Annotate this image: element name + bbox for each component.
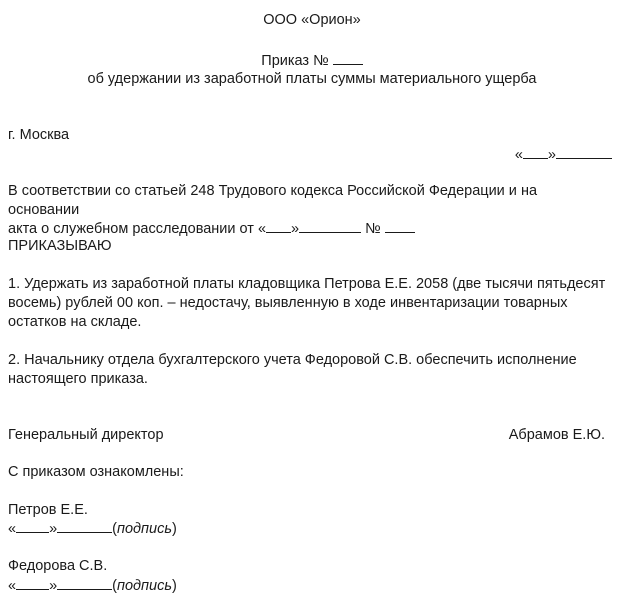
order-item-1-line: восемь) рублей 00 коп. – недостачу, выявленную в ходе инвентаризации товарных xyxy=(8,295,568,311)
organization-name: ООО «Орион» xyxy=(263,12,361,28)
ack1-sign-label: подпись xyxy=(117,521,172,537)
order-item-2-line: настоящего приказа. xyxy=(8,371,148,387)
order-item-2-line: 2. Начальнику отдела бухгалтерского учета Федоровой С.В. обеспечить исполнение xyxy=(8,352,577,368)
place: г. Москва xyxy=(8,127,70,143)
order-item-1-line: остатков на складе. xyxy=(8,314,142,330)
act-day-blank[interactable] xyxy=(266,220,291,233)
act-number-blank[interactable] xyxy=(385,220,415,233)
acknowledger-1-signature-line: « » (подпись) xyxy=(8,521,177,537)
order-subject: об удержании из заработной платы суммы материального ущерба xyxy=(87,71,537,87)
order-item-1-line: 1. Удержать из заработной платы кладовщика Петрова Е.Е. 2058 (две тысячи пятьдесят xyxy=(8,276,606,292)
act-close-quote: » xyxy=(291,221,300,237)
ack1-close-quote: » xyxy=(49,521,58,537)
order-item-1 xyxy=(8,275,608,332)
date-close-quote: » xyxy=(547,147,556,163)
ack2-sign-label: подпись xyxy=(117,578,172,594)
acknowledger-1-name: Петров Е.Е. xyxy=(8,502,88,518)
ack2-day-blank[interactable] xyxy=(16,577,49,590)
preamble-line-1: В соответствии со статьей 248 Трудового кодекса Российской Федерации и на основании xyxy=(8,183,538,218)
signature-name: Абрамов Е.Ю. xyxy=(508,427,605,443)
order-number-blank[interactable] xyxy=(333,52,363,65)
act-month-year-blank[interactable] xyxy=(299,220,361,233)
order-item-2 xyxy=(8,351,608,389)
date-month-year-blank[interactable] xyxy=(556,146,612,159)
acknowledger-2-name: Федорова С.В. xyxy=(8,558,108,574)
ack2-month-year-blank[interactable] xyxy=(57,577,112,590)
ack2-close-quote: » xyxy=(49,578,58,594)
signature-position: Генеральный директор xyxy=(8,427,164,443)
preamble xyxy=(8,182,608,239)
ack2-open-quote: « xyxy=(8,578,17,594)
date-line xyxy=(515,146,612,163)
acknowledged-label: С приказом ознакомлены: xyxy=(8,464,184,480)
order-word: ПРИКАЗЫВАЮ xyxy=(8,238,112,254)
ack1-day-blank[interactable] xyxy=(16,520,49,533)
ack1-open-quote: « xyxy=(8,521,17,537)
date-day-blank[interactable] xyxy=(523,146,548,159)
acknowledger-2-signature-line: « » (подпись) xyxy=(8,578,177,594)
ack1-month-year-blank[interactable] xyxy=(57,520,112,533)
act-number-label: № xyxy=(365,221,381,237)
preamble-line-2 xyxy=(8,220,608,239)
order-title-prefix: Приказ № xyxy=(261,53,329,69)
order-title xyxy=(0,52,624,69)
date-open-quote: « xyxy=(514,147,523,163)
preamble-line-2-prefix: акта о служебном расследовании от « xyxy=(8,221,267,237)
